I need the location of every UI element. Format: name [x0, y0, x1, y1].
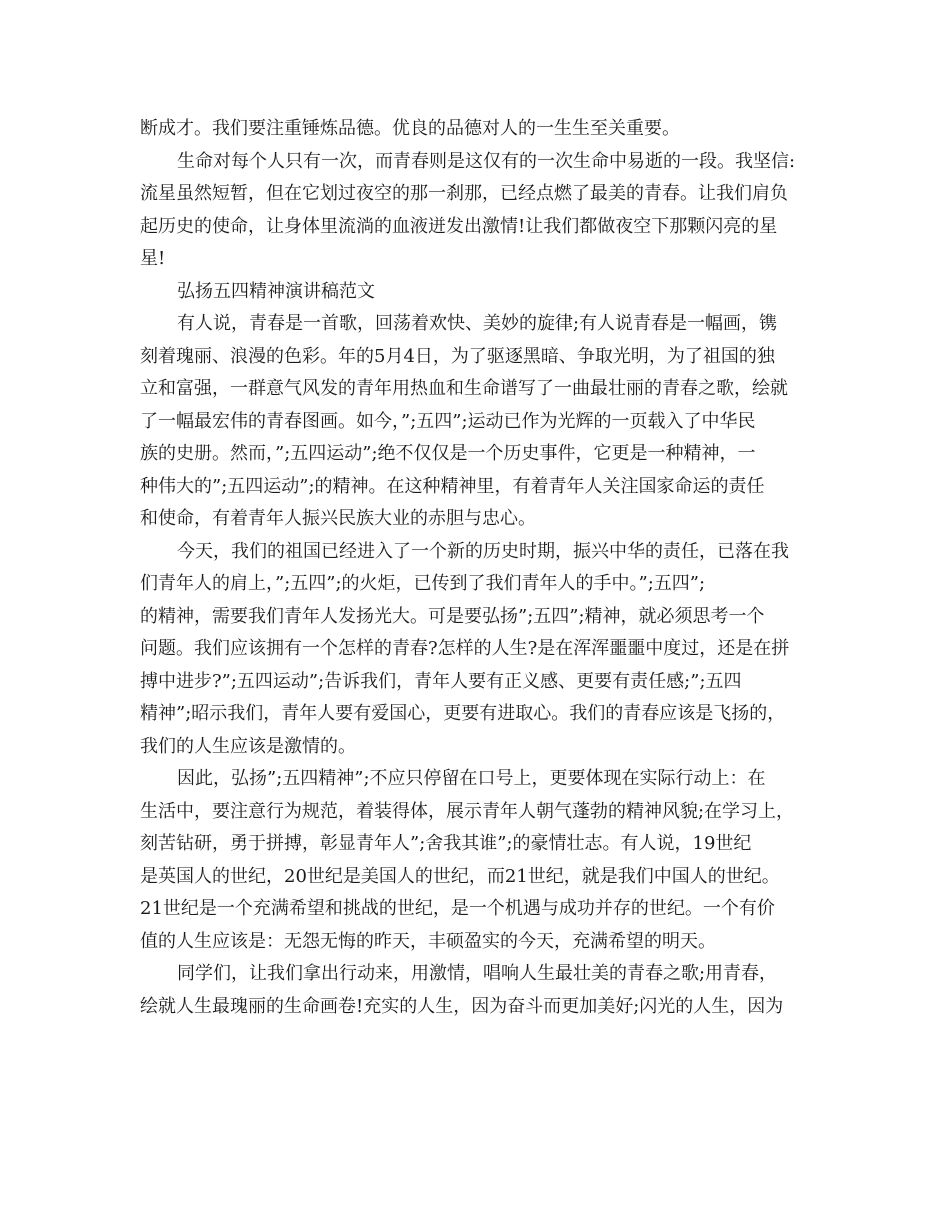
paragraph-start-line: 有人说，青春是一首歌，回荡着欢快、美妙的旋律;有人说青春是一幅画，镌	[177, 313, 778, 334]
text-line: 了一幅最宏伟的青春图画。如今，”;五四”;运动已作为光辉的一页载入了中华民	[140, 410, 756, 432]
text-line: 起历史的使命，让身体里流淌的血液迸发出激情!让我们都做夜空下那颗闪亮的星	[140, 215, 778, 237]
text-line: 刻着瑰丽、浪漫的色彩。年的5月4日，为了驱逐黑暗、争取光明，为了祖国的独	[140, 345, 775, 367]
document-body	[140, 113, 820, 1023]
text-line: 星!	[140, 248, 166, 269]
section-heading: 弘扬五四精神演讲稿范文	[177, 280, 375, 302]
text-line: 绘就人生最瑰丽的生命画卷!充实的人生，因为奋斗而更加美好;闪光的人生，因为	[140, 995, 784, 1017]
text-line: 刻苦钻研，勇于拼搏，彰显青年人”;舍我其谁”;的豪情壮志。有人说，19世纪	[140, 833, 752, 854]
text-line: 和使命，有着青年人振兴民族大业的赤胆与忠心。	[140, 508, 536, 529]
text-line: 精神”;昭示我们，青年人要有爱国心，更要有进取心。我们的青春应该是飞扬的，	[140, 703, 786, 724]
text-line: 的精神，需要我们青年人发扬光大。可是要弘扬”;五四”;精神，就必须思考一个	[140, 605, 765, 627]
paragraph-start-line: 今天，我们的祖国已经进入了一个新的历史时期，振兴中华的责任，已落在我	[177, 540, 789, 562]
text-line: 们青年人的肩上，”;五四”;的火炬，已传到了我们青年人的手中。”;五四”;	[140, 573, 706, 594]
text-line: 21世纪是一个充满希望和挑战的世纪，是一个机遇与成功并存的世纪。一个有价	[140, 898, 775, 919]
paragraph-start-line: 生命对每个人只有一次，而青春则是这仅有的一次生命中易逝的一段。我坚信:	[177, 150, 796, 172]
text-line: 生活中，要注意行为规范，着装得体，展示青年人朝气蓬勃的精神风貌;在学习上，	[140, 800, 795, 822]
text-line: 立和富强，一群意气风发的青年用热血和生命谱写了一曲最壮丽的青春之歌，绘就	[140, 378, 788, 399]
text-line: 值的人生应该是：无怨无悔的昨天，丰硕盈实的今天，充满希望的明天。	[140, 930, 716, 952]
paragraph-start-line: 同学们，让我们拿出行动来，用激情，唱响人生最壮美的青春之歌;用青春，	[177, 963, 778, 984]
text-line: 搏中进步?”;五四运动”;告诉我们，青年人要有正义感、更要有责任感;”;五四	[140, 670, 742, 692]
text-line: 我们的人生应该是激情的。	[140, 735, 356, 757]
text-line: 流星虽然短暂，但在它划过夜空的那一刹那，已经点燃了最美的青春。让我们肩负	[140, 183, 788, 204]
text-line: 是英国人的世纪，20世纪是美国人的世纪，而21世纪，就是我们中国人的世纪。	[140, 865, 780, 887]
text-line: 断成才。我们要注重锤炼品德。优良的品德对人的一生生至关重要。	[140, 118, 680, 139]
text-line: 族的史册。然而，”;五四运动”;绝不仅仅是一个历史事件，它更是一种精神，一	[140, 443, 756, 464]
text-line: 种伟大的”;五四运动”;的精神。在这种精神里，有着青年人关注国家命运的责任	[140, 475, 765, 497]
paragraph-start-line: 因此，弘扬”;五四精神”;不应只停留在口号上，更要体现在实际行动上：在	[177, 768, 766, 789]
text-line: 问题。我们应该拥有一个怎样的青春?怎样的人生?是在浑浑噩噩中度过，还是在拼	[140, 638, 790, 659]
